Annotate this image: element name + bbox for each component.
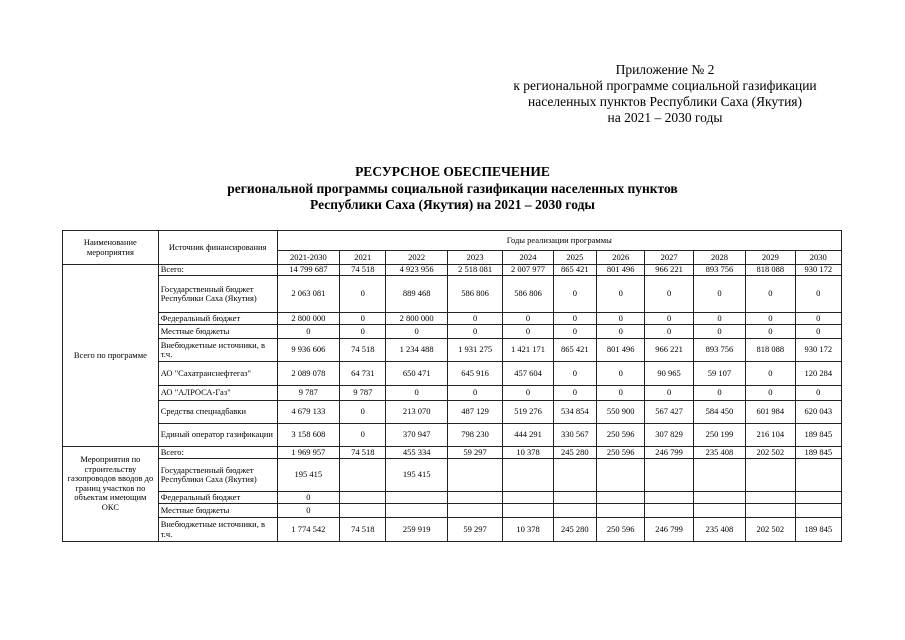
value-cell: 235 408 [693,518,745,542]
value-cell [693,492,745,504]
value-cell: 798 230 [447,424,502,447]
value-cell: 0 [340,325,386,339]
value-cell [645,459,693,492]
value-cell: 966 221 [645,265,693,276]
value-cell: 2 089 078 [277,362,339,386]
year-header: 2027 [645,251,693,265]
value-cell: 4 679 133 [277,401,339,424]
value-cell: 195 415 [277,459,339,492]
value-cell: 235 408 [693,447,745,459]
header-program-years: Годы реализации программы [277,231,841,251]
value-cell: 0 [553,276,596,313]
value-cell: 818 088 [746,339,795,362]
value-cell: 14 799 687 [277,265,339,276]
value-cell: 0 [746,313,795,325]
value-cell: 250 596 [597,424,645,447]
value-cell: 74 518 [340,447,386,459]
value-cell: 586 806 [503,276,553,313]
value-cell: 444 291 [503,424,553,447]
value-cell: 0 [340,424,386,447]
value-cell [340,459,386,492]
value-cell: 0 [503,325,553,339]
value-cell: 0 [693,313,745,325]
value-cell: 0 [553,325,596,339]
value-cell: 0 [795,386,841,401]
table-row [63,424,842,447]
title-line-2: региональной программы социальной газификации населенных пунктов [227,180,678,196]
value-cell [795,492,841,504]
value-cell: 245 280 [553,518,596,542]
funding-source-cell: Внебюджетные источники, в т.ч. [158,339,277,362]
value-cell: 0 [447,325,502,339]
value-cell: 966 221 [645,339,693,362]
value-cell: 250 596 [597,518,645,542]
title-line-3: Республики Саха (Якутия) на 2021 – 2030 годы [310,197,595,212]
value-cell: 645 916 [447,362,502,386]
value-cell: 865 421 [553,265,596,276]
funding-source-cell: Государственный бюджет Республики Саха (Якутия) [158,459,277,492]
value-cell: 889 468 [386,276,447,313]
value-cell: 1 421 171 [503,339,553,362]
value-cell: 0 [597,313,645,325]
value-cell: 0 [645,313,693,325]
table-row [63,492,842,504]
value-cell: 0 [553,362,596,386]
value-cell: 246 799 [645,447,693,459]
year-header: 2026 [597,251,645,265]
value-cell: 801 496 [597,339,645,362]
value-cell: 893 756 [693,339,745,362]
year-header: 2022 [386,251,447,265]
value-cell: 0 [645,325,693,339]
funding-source-cell: Всего: [158,447,277,459]
value-cell [553,492,596,504]
value-cell: 0 [386,386,447,401]
annex-line-years: на 2021 – 2030 годы [607,110,723,125]
value-cell: 0 [447,313,502,325]
value-cell [553,459,596,492]
funding-source-cell: Внебюджетные источники, в т.ч. [158,518,277,542]
table-row [63,276,842,313]
value-cell [746,504,795,518]
value-cell [447,504,502,518]
value-cell: 0 [693,325,745,339]
value-cell: 0 [795,276,841,313]
funding-source-cell: Государственный бюджет Республики Саха (Якутия) [158,276,277,313]
value-cell [693,504,745,518]
value-cell [795,459,841,492]
value-cell: 534 854 [553,401,596,424]
value-cell: 9 787 [340,386,386,401]
table-row [63,325,842,339]
value-cell: 455 334 [386,447,447,459]
funding-source-cell: Местные бюджеты [158,504,277,518]
value-cell [386,492,447,504]
value-cell: 0 [597,362,645,386]
header-activity-name: Наименование мероприятия [63,231,159,265]
value-cell [386,504,447,518]
value-cell: 74 518 [340,518,386,542]
value-cell: 195 415 [386,459,447,492]
table-row [63,401,842,424]
value-cell [553,504,596,518]
value-cell: 0 [746,325,795,339]
table-row [63,362,842,386]
value-cell: 330 567 [553,424,596,447]
table-row [63,447,842,459]
value-cell: 0 [340,401,386,424]
value-cell: 0 [645,276,693,313]
year-header: 2025 [553,251,596,265]
value-cell: 0 [795,325,841,339]
value-cell: 586 806 [447,276,502,313]
value-cell [645,504,693,518]
annex-number: Приложение № 2 [615,62,715,77]
value-cell: 4 923 956 [386,265,447,276]
year-header: 2029 [746,251,795,265]
value-cell: 1 969 957 [277,447,339,459]
value-cell: 0 [553,313,596,325]
annex-line-region: населенных пунктов Республики Саха (Якутия) [527,94,803,109]
value-cell: 0 [795,313,841,325]
value-cell: 245 280 [553,447,596,459]
activity-name-cell: Всего по программе [63,265,159,447]
year-header: 2021 [340,251,386,265]
value-cell [503,459,553,492]
value-cell: 0 [746,362,795,386]
value-cell: 0 [340,313,386,325]
value-cell: 550 900 [597,401,645,424]
value-cell: 59 297 [447,518,502,542]
value-cell [795,504,841,518]
value-cell: 0 [386,325,447,339]
value-cell: 818 088 [746,265,795,276]
value-cell: 2 063 081 [277,276,339,313]
value-cell: 601 984 [746,401,795,424]
funding-source-cell: Федеральный бюджет [158,313,277,325]
value-cell: 250 596 [597,447,645,459]
activity-name-cell: Мероприятия по строительству газопроводов вводов до границ участков по объектам имеющим ОКС [63,447,159,542]
value-cell: 59 107 [693,362,745,386]
value-cell: 9 787 [277,386,339,401]
value-cell: 0 [746,386,795,401]
value-cell: 0 [340,276,386,313]
value-cell: 0 [277,492,339,504]
value-cell: 189 845 [795,447,841,459]
value-cell: 202 502 [746,518,795,542]
value-cell [503,504,553,518]
value-cell: 189 845 [795,518,841,542]
value-cell [746,459,795,492]
value-cell [340,504,386,518]
value-cell: 307 829 [645,424,693,447]
value-cell: 1 931 275 [447,339,502,362]
funding-source-cell: АО "Сахатранснефтегаз" [158,362,277,386]
value-cell: 2 800 000 [277,313,339,325]
value-cell [503,492,553,504]
document-title [80,164,825,214]
value-cell: 0 [693,386,745,401]
value-cell [447,492,502,504]
resource-table [62,230,842,542]
value-cell: 1 774 542 [277,518,339,542]
value-cell [597,459,645,492]
value-cell: 0 [447,386,502,401]
value-cell: 0 [503,386,553,401]
header-funding-source: Источник финансирования [158,231,277,265]
table-row [63,313,842,325]
funding-source-cell: Федеральный бюджет [158,492,277,504]
funding-source-cell: Всего: [158,265,277,276]
value-cell [693,459,745,492]
table-row [63,265,842,276]
value-cell [746,492,795,504]
value-cell: 650 471 [386,362,447,386]
value-cell: 567 427 [645,401,693,424]
value-cell: 189 845 [795,424,841,447]
value-cell [597,492,645,504]
value-cell: 120 284 [795,362,841,386]
value-cell: 584 450 [693,401,745,424]
value-cell: 213 070 [386,401,447,424]
table-row [63,518,842,542]
value-cell: 801 496 [597,265,645,276]
value-cell: 2 518 081 [447,265,502,276]
value-cell: 0 [277,325,339,339]
funding-source-cell: АО "АЛРОСА-Газ" [158,386,277,401]
value-cell: 59 297 [447,447,502,459]
value-cell: 0 [553,386,596,401]
value-cell [447,459,502,492]
year-header: 2023 [447,251,502,265]
year-header: 2030 [795,251,841,265]
value-cell [340,492,386,504]
value-cell: 0 [277,504,339,518]
value-cell: 0 [746,276,795,313]
value-cell: 930 172 [795,265,841,276]
value-cell: 246 799 [645,518,693,542]
value-cell: 0 [597,276,645,313]
value-cell: 457 604 [503,362,553,386]
value-cell: 519 276 [503,401,553,424]
value-cell: 3 158 608 [277,424,339,447]
value-cell: 620 043 [795,401,841,424]
value-cell: 90 965 [645,362,693,386]
value-cell: 10 378 [503,518,553,542]
year-header: 2024 [503,251,553,265]
value-cell: 0 [693,276,745,313]
value-cell: 216 104 [746,424,795,447]
value-cell: 250 199 [693,424,745,447]
value-cell: 930 172 [795,339,841,362]
title-line-1: РЕСУРСНОЕ ОБЕСПЕЧЕНИЕ [355,164,550,179]
value-cell: 64 731 [340,362,386,386]
funding-source-cell: Местные бюджеты [158,325,277,339]
value-cell: 10 378 [503,447,553,459]
value-cell: 259 919 [386,518,447,542]
year-header: 2021-2030 [277,251,339,265]
value-cell: 865 421 [553,339,596,362]
value-cell [645,492,693,504]
table-row [63,386,842,401]
year-header: 2028 [693,251,745,265]
annex-line-program: к региональной программе социальной газификации [513,78,817,93]
value-cell: 893 756 [693,265,745,276]
value-cell: 0 [645,386,693,401]
value-cell: 370 947 [386,424,447,447]
funding-source-cell: Средства спецнадбавки [158,401,277,424]
value-cell: 2 800 000 [386,313,447,325]
value-cell: 0 [597,325,645,339]
value-cell: 74 518 [340,265,386,276]
value-cell: 0 [597,386,645,401]
annex-header [470,62,860,126]
funding-source-cell: Единый оператор газификации [158,424,277,447]
table-row [63,459,842,492]
value-cell: 0 [503,313,553,325]
table-row [63,339,842,362]
value-cell: 1 234 488 [386,339,447,362]
value-cell: 487 129 [447,401,502,424]
value-cell: 74 518 [340,339,386,362]
value-cell: 202 502 [746,447,795,459]
value-cell: 9 936 606 [277,339,339,362]
value-cell [597,504,645,518]
value-cell: 2 007 977 [503,265,553,276]
table-row [63,504,842,518]
